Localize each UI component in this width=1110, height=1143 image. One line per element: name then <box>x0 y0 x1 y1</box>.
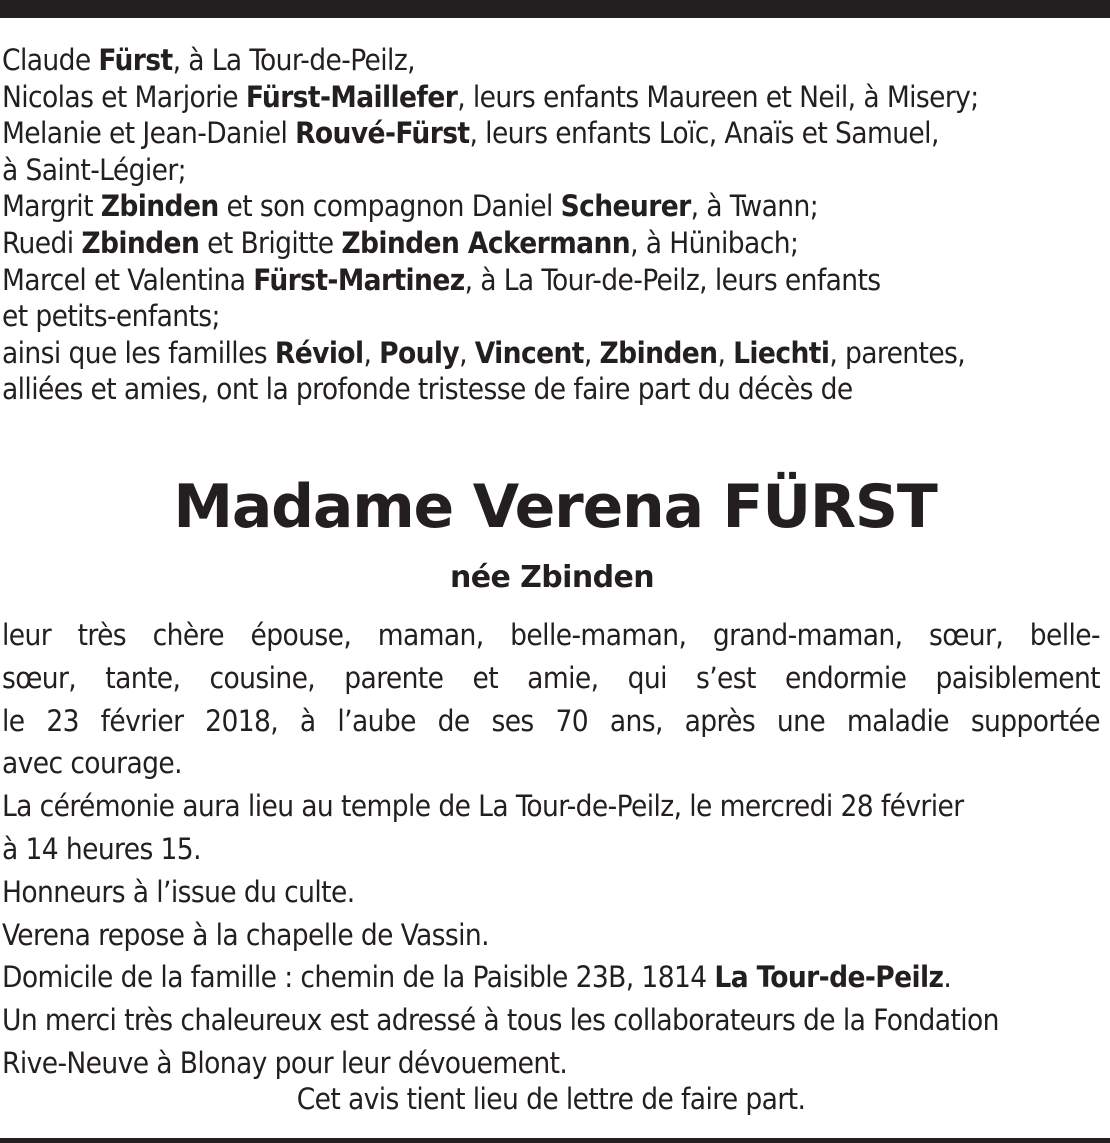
body-line: sœur, tante, cousine, parente et amie, qui s’est endormie paisiblement <box>2 660 1100 695</box>
family-surname: Scheurer <box>560 189 691 224</box>
maiden-name: née Zbinden <box>450 560 654 595</box>
family-line <box>2 115 1100 152</box>
family-text: ainsi que les familles <box>2 335 275 370</box>
domicile-period: . <box>943 960 952 995</box>
family-surname: Pouly <box>379 335 460 370</box>
family-line <box>2 298 1100 335</box>
family-surname: Zbinden <box>81 225 200 260</box>
family-text: Margrit <box>2 189 101 224</box>
family-text: à Saint-Légier; <box>2 152 186 187</box>
family-text: , <box>717 335 734 370</box>
family-text: , parentes, <box>829 335 966 370</box>
family-line <box>2 42 1100 79</box>
family-text: et petits-enfants; <box>2 299 220 334</box>
body-line: leur très chère épouse, maman, belle-maman, grand-maman, sœur, belle- <box>2 618 1100 652</box>
family-text: Melanie et Jean-Daniel <box>2 116 296 151</box>
family-text: Ruedi <box>2 225 82 260</box>
family-text: , à Twann; <box>690 189 819 224</box>
family-text: et son compagnon Daniel <box>218 189 561 224</box>
family-text: , à Hünibach; <box>630 225 799 260</box>
family-text: et Brigitte <box>199 225 342 260</box>
domicile-line <box>2 956 1100 999</box>
family-surname: Fürst-Martinez <box>253 262 465 297</box>
bottom-border-rule <box>0 1138 1110 1143</box>
family-text: Nicolas et Marjorie <box>2 79 246 114</box>
family-text: Claude <box>2 43 99 77</box>
family-line <box>2 262 1100 299</box>
family-text: , <box>459 335 475 370</box>
family-line <box>2 371 1100 408</box>
body-line: avec courage. <box>2 746 182 781</box>
top-border-rule <box>0 0 1110 18</box>
family-line <box>2 188 1100 225</box>
body-line: le 23 février 2018, à l’aube de ses 70 ans, après une maladie supportée <box>2 703 1100 738</box>
deceased-name: Madame Verena FÜRST <box>173 472 937 542</box>
family-surname: Liechti <box>733 335 830 370</box>
family-surname: Vincent <box>474 335 584 370</box>
body-line: à 14 heures 15. <box>2 831 201 866</box>
family-surname: Rouvé-Fürst <box>295 116 470 151</box>
thanks-line: Rive-Neuve à Blonay pour leur dévouement. <box>2 1045 568 1080</box>
body-line: Verena repose à la chapelle de Vassin. <box>2 917 489 952</box>
domicile-place: La Tour-de-Peilz <box>714 960 944 995</box>
family-text: alliées et amies, ont la profonde tristesse de faire part du décès de <box>2 372 853 407</box>
family-line <box>2 225 1100 262</box>
family-surname: Zbinden <box>100 189 219 224</box>
notice-body <box>2 614 1100 1085</box>
family-text: , <box>583 335 600 370</box>
family-line <box>2 335 1100 372</box>
family-surname: Zbinden Ackermann <box>341 225 631 260</box>
family-surname: Réviol <box>274 335 364 370</box>
family-surname: Fürst <box>98 43 173 77</box>
family-text: , leurs enfants Maureen et Neil, à Misery; <box>457 79 979 114</box>
domicile-address: Domicile de la famille : chemin de la Paisible 23B, 1814 <box>2 960 715 995</box>
family-text: , à La Tour-de-Peilz, <box>172 43 415 77</box>
body-line: La cérémonie aura lieu au temple de La Tour-de-Peilz, le mercredi 28 février <box>2 789 964 824</box>
family-surname: Fürst-Maillefer <box>245 79 458 114</box>
body-line: Honneurs à l’issue du culte. <box>2 874 355 909</box>
closing-note: Cet avis tient lieu de lettre de faire part. <box>296 1082 806 1116</box>
family-text: , <box>363 335 380 370</box>
family-line <box>2 79 1100 116</box>
family-surname: Zbinden <box>599 335 718 370</box>
thanks-line: Un merci très chaleureux est adressé à tous les collaborateurs de la Fondation <box>2 1003 999 1038</box>
family-text: , à La Tour-de-Peilz, leurs enfants <box>464 262 881 297</box>
family-text: Marcel et Valentina <box>2 262 254 297</box>
family-list <box>2 42 1100 408</box>
family-line <box>2 152 1100 189</box>
family-text: , leurs enfants Loïc, Anaïs et Samuel, <box>469 116 939 151</box>
